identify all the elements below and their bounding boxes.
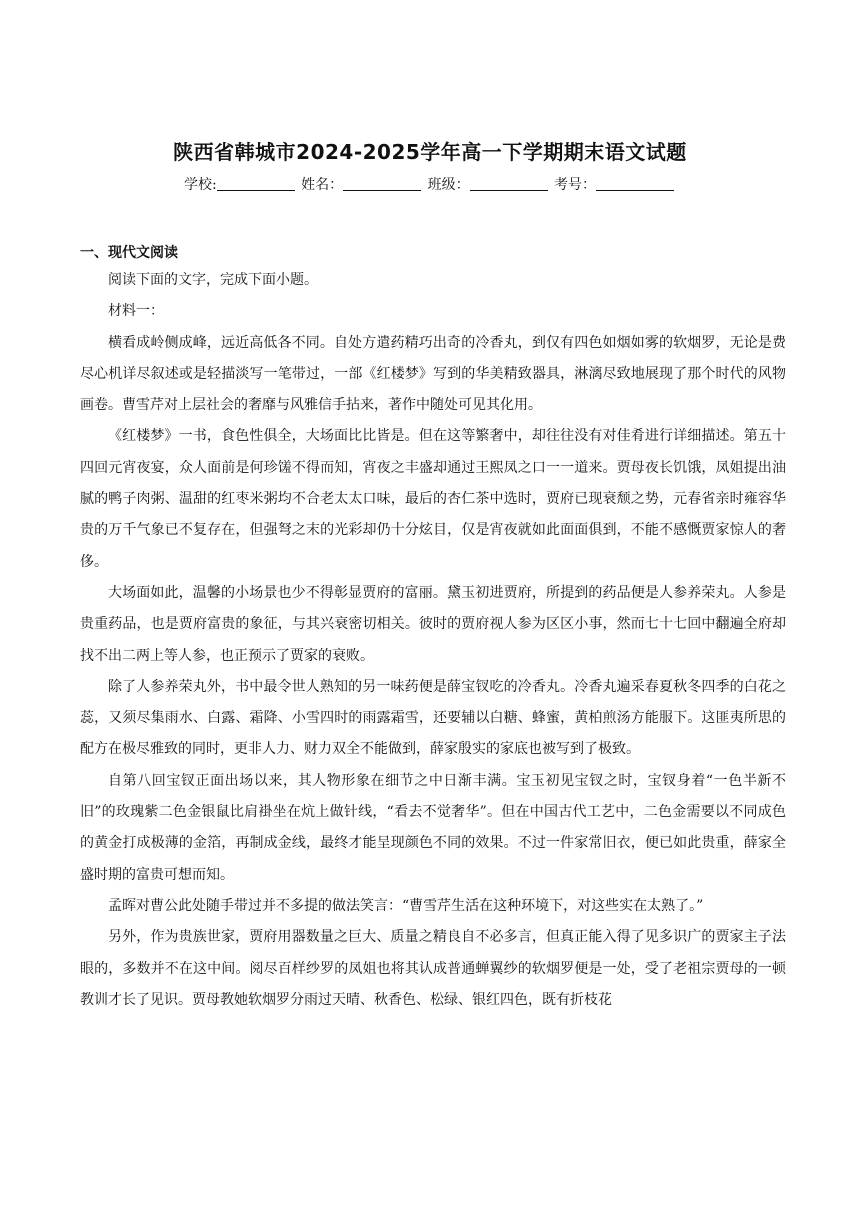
class-label: 班级： bbox=[427, 177, 470, 193]
passage-paragraph: 横看成岭侧成峰，远近高低各不同。自处方遣药精巧出奇的冷香丸，到仅有四色如烟如雾的软烟罗，无论是费尽心机详尽叙述或是轻描淡写一笔带过，一部《红楼梦》写到的华美精致器具，淋漓尽致地展现了那个时代的风物画卷。曹雪芹对上层社会的奢靡与风雅信手拈来，著作中随处可见其化用。 bbox=[80, 334, 786, 414]
name-blank bbox=[343, 176, 421, 191]
class-blank bbox=[470, 176, 548, 191]
passage-paragraph: 自第八回宝钗正面出场以来，其人物形象在细节之中日渐丰满。宝玉初见宝钗之时，宝钗身着“一色半新不旧”的玫瑰紫二色金银鼠比肩褂坐在炕上做针线，“看去不觉奢华”。但在中国古代工艺中，二色金需要以不同成色的黄金打成极薄的金箔，再制成金线，最终才能呈现颜色不同的效果。不过一件家常旧衣，便已如此贵重，薛家全盛时期的富贵可想而知。 bbox=[80, 772, 786, 883]
section-heading: 一、现代文阅读 bbox=[80, 245, 178, 261]
passage-paragraph: 大场面如此，温馨的小场景也少不得彰显贾府的富丽。黛玉初进贾府，所提到的药品便是人参养荣丸。人参是贵重药品，也是贾府富贵的象征，与其兴衰密切相关。彼时的贾府视人参为区区小事，然而七十七回中翻遍全府却找不出二两上等人参，也正预示了贾家的衰败。 bbox=[80, 584, 786, 664]
exam-number-blank bbox=[596, 176, 674, 191]
passage-paragraph: 另外，作为贵族世家，贾府用器数量之巨大、质量之精良自不必多言，但真正能入得了见多识广的贾家主子法眼的，多数并不在这中间。阅尽百样纱罗的凤姐也将其认成普通蝉翼纱的软烟罗便是一处，受了老祖宗贾母的一顿教训才长了见识。贾母教她软烟罗分雨过天晴、秋香色、松绿、银红四色，既有折枝花 bbox=[80, 929, 786, 1008]
school-label: 学校: bbox=[183, 177, 217, 193]
school-blank bbox=[217, 176, 295, 191]
instruction-text: 阅读下面的文字，完成下面小题。 bbox=[108, 272, 318, 288]
name-label: 姓名： bbox=[301, 177, 344, 193]
student-info-line bbox=[0, 174, 860, 194]
exam-number-label: 考号： bbox=[554, 177, 597, 193]
reading-passage bbox=[80, 265, 786, 1016]
passage-paragraph: 孟晖对曹公此处随手带过并不多提的做法笑言：“曹雪芹生活在这种环境下，对这些实在太熟了。” bbox=[108, 897, 704, 914]
material-label: 材料一： bbox=[108, 303, 164, 320]
passage-paragraph: 《红楼梦》一书，食色性俱全，大场面比比皆是。但在这等繁奢中，却往往没有对佳肴进行详细描述。第五十四回元宵夜宴，众人面前是何珍馐不得而知，宵夜之丰盛却通过王熙凤之口一一道来。贾母夜长饥饿，凤姐提出油腻的鸭子肉粥、温甜的红枣米粥均不合老太太口味，最后的杏仁茶中选时，贾府已现衰颓之势，元春省亲时雍容华贵的万千气象已不复存在，但强弩之末的光彩却仍十分炫目，仅是宵夜就如此面面俱到，不能不感慨贾家惊人的奢侈。 bbox=[80, 428, 786, 570]
document-title: 陕西省韩城市2024-2025学年高一下学期期末语文试题 bbox=[173, 140, 687, 164]
passage-paragraph: 除了人参养荣丸外，书中最令世人熟知的另一味药便是薛宝钗吃的冷香丸。冷香丸遍采春夏秋冬四季的白花之蕊，又须尽集雨水、白露、霜降、小雪四时的雨露霜雪，还要辅以白糖、蜂蜜，黄柏煎汤方能服下。这匪夷所思的配方在极尽雅致的同时，更非人力、财力双全不能做到，薛家殷实的家底也被写到了极致。 bbox=[80, 678, 786, 758]
